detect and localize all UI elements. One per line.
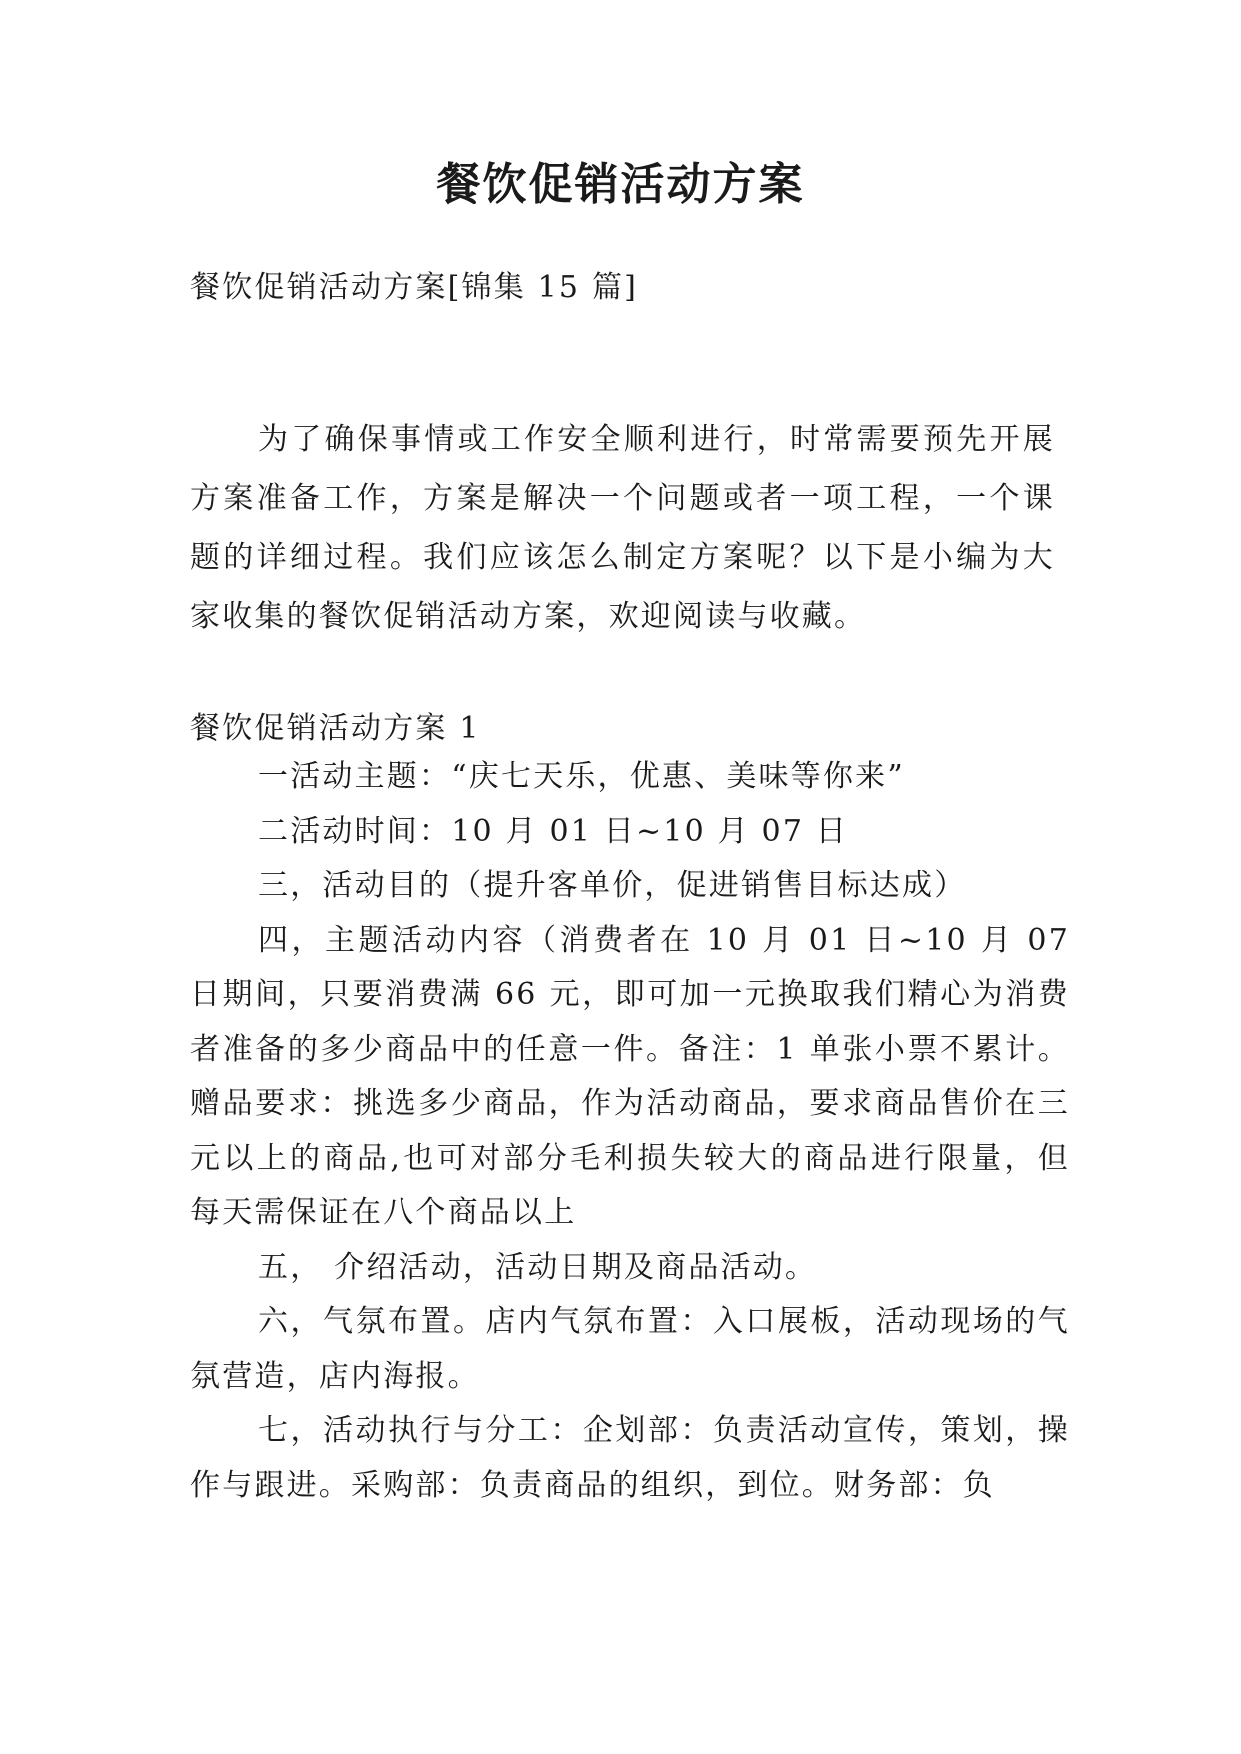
paragraph-theme: 一活动主题：“庆七天乐，优惠、美味等你来”	[258, 759, 905, 794]
section-heading: 餐饮促销活动方案 1	[190, 711, 481, 746]
paragraph-execution: 七，活动执行与分工：企划部：负责活动宣传，策划，操作与跟进。采购部：负责商品的组织，到位。财务部：负	[190, 1413, 1070, 1503]
paragraph-time: 二活动时间：10 月 01 日~10 月 07 日	[258, 813, 849, 849]
section-1	[190, 702, 1070, 1513]
paragraph-intro-activity: 五， 介绍活动，活动日期及商品活动。	[258, 1249, 818, 1285]
paragraph-content: 四，主题活动内容（消费者在 10 月 01 日~10 月 07 日期间，只要消费满 66 元，即可加一元换取我们精心为消费者准备的多少商品中的任意一件。备注：1 单张小票不累计。赠品要求：挑选多少商品，作为活动商品，要求商品售价在三元以上的商品,也可对部分毛利损失较大的商品进行限量，但每天需保证在八个商品以上	[190, 922, 1070, 1230]
intro-paragraph: 为了确保事情或工作安全顺利进行，时常需要预先开展方案准备工作，方案是解决一个问题或者一项工程，一个课题的详细过程。我们应该怎么制定方案呢？以下是小编为大家收集的餐饮促销活动方案，欢迎阅读与收藏。	[190, 422, 1055, 634]
paragraph-goal: 三，活动目的（提升客单价，促进销售目标达成）	[258, 868, 967, 903]
paragraph-atmosphere: 六，气氛布置。店内气氛布置：入口展板，活动现场的气氛营造，店内海报。	[190, 1304, 1070, 1394]
document-subtitle: 餐饮促销活动方案[锦集 15 篇]	[190, 270, 639, 305]
document-title: 餐饮促销活动方案	[436, 159, 805, 210]
